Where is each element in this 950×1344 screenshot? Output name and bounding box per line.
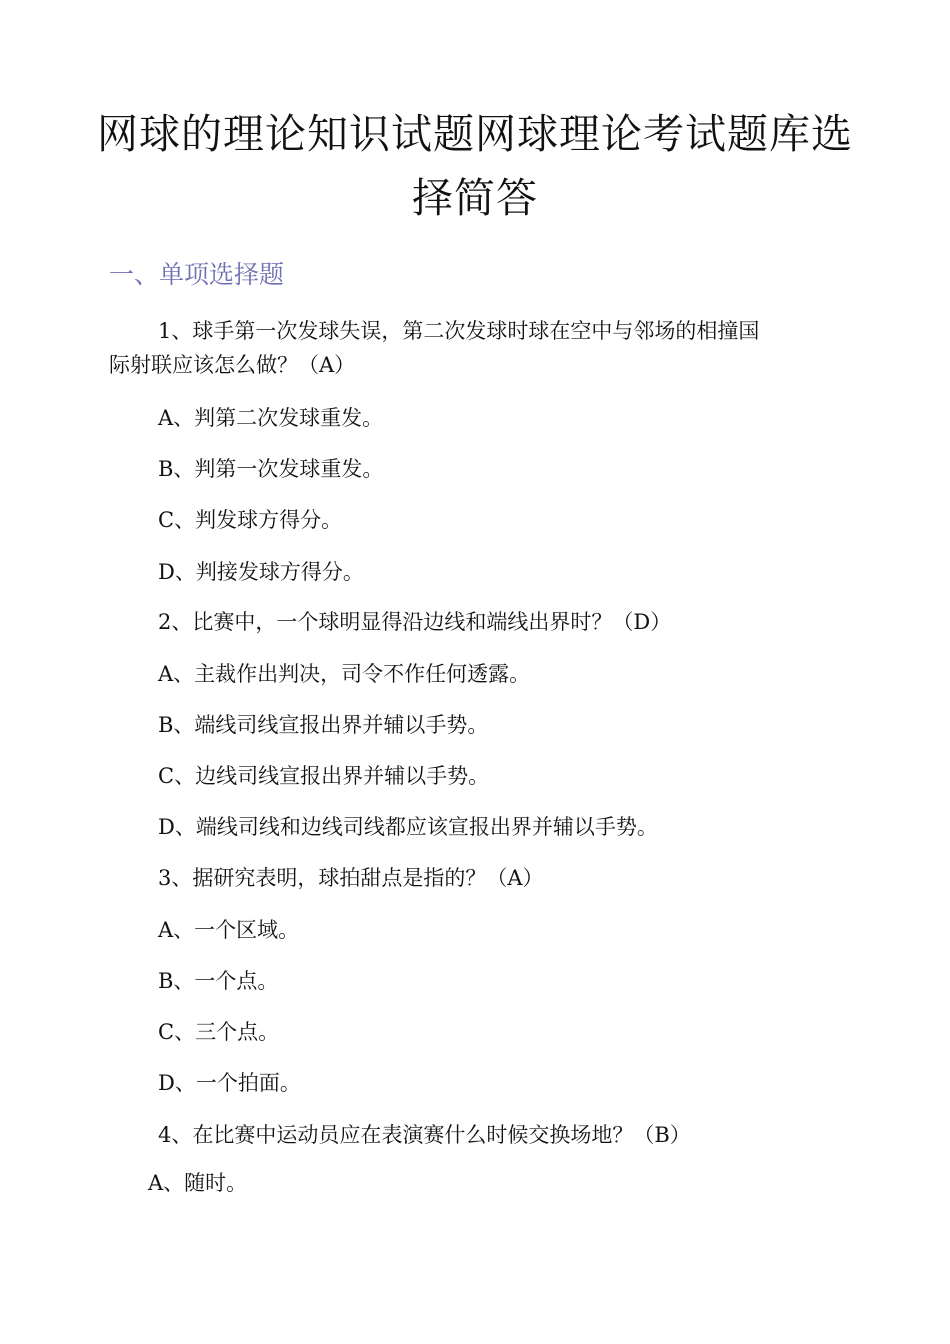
question-3-option-b: B、一个点。 bbox=[158, 969, 279, 993]
question-1-option-b: B、判第一次发球重发。 bbox=[158, 457, 384, 481]
question-3-option-d: D、一个拍面。 bbox=[158, 1071, 301, 1095]
question-2-option-c: C、边线司线宣报出界并辅以手势。 bbox=[158, 764, 490, 788]
question-2-text: 2、比赛中，一个球明显得沿边线和端线出界时？（D） bbox=[158, 610, 672, 634]
document-title-line-1: 网球的理论知识试题网球理论考试题库选 bbox=[97, 110, 853, 158]
question-2-option-a: A、主裁作出判决，司令不作任何透露。 bbox=[158, 662, 531, 686]
question-4-option-a: A、随时。 bbox=[148, 1171, 248, 1195]
question-4-text: 4、在比赛中运动员应在表演赛什么时候交换场地？（B） bbox=[158, 1123, 691, 1147]
section-heading: 一、单项选择题 bbox=[109, 260, 285, 289]
question-1-option-d: D、判接发球方得分。 bbox=[158, 560, 364, 584]
document-title-line-2: 择简答 bbox=[412, 174, 538, 222]
question-1-text-continued: 际射联应该怎么做？（A） bbox=[109, 353, 356, 377]
question-3-option-c: C、三个点。 bbox=[158, 1020, 280, 1044]
question-1-option-c: C、判发球方得分。 bbox=[158, 508, 343, 532]
question-3-option-a: A、一个区域。 bbox=[158, 918, 300, 942]
question-2-option-d: D、端线司线和边线司线都应该宣报出界并辅以手势。 bbox=[158, 815, 658, 839]
question-2-option-b: B、端线司线宣报出界并辅以手势。 bbox=[158, 713, 489, 737]
question-3-text: 3、据研究表明，球拍甜点是指的？（A） bbox=[158, 866, 544, 890]
question-1-option-a: A、判第二次发球重发。 bbox=[158, 406, 384, 430]
question-1-text: 1、球手第一次发球失误，第二次发球时球在空中与邻场的相撞国 bbox=[158, 319, 760, 343]
